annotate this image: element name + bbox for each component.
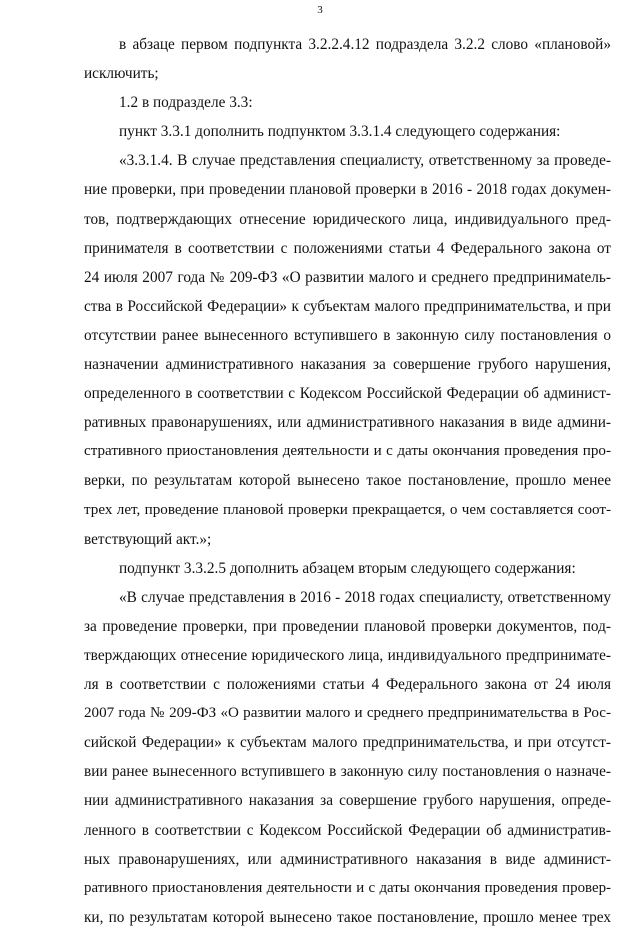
text-line: ние проверки, при проведении плановой проверки в 2016 - 2018 годах докумен- bbox=[84, 181, 611, 199]
text-line: ля в соответствии с положениями статьи 4 Федерального закона от 24 июля bbox=[84, 676, 611, 694]
text-line: верки, по результатам которой вынесено такое постановление, прошло менее bbox=[84, 472, 611, 490]
text-line: исключить; bbox=[84, 65, 159, 83]
text-line: трех лет, проведение плановой проверки прекращается, о чем составляется соот- bbox=[84, 501, 611, 518]
text-line: определенного в соответствии с Кодексом Российской Федерации об админист- bbox=[84, 385, 611, 403]
text-line: назначении административного наказания за совершение грубого нарушения, bbox=[84, 356, 611, 374]
text-line: ративных правонарушениях, или административного наказания в виде админи- bbox=[84, 414, 611, 432]
text-line: 1.2 в подразделе 3.3: bbox=[119, 94, 253, 112]
text-line: тов, подтверждающих отнесение юридического лица, индивидуального пред- bbox=[84, 210, 611, 228]
text-line: принимателя в соответствии с положениями статьи 4 Федерального закона от bbox=[84, 239, 611, 257]
text-line: ных правонарушениях, или административного наказания в виде админист- bbox=[84, 850, 611, 868]
text-line: «3.3.1.4. В случае представления специалисту, ответственному за проведе- bbox=[119, 152, 611, 170]
text-line: подпункт 3.3.2.5 дополнить абзацем вторым следующего содержания: bbox=[119, 559, 576, 577]
text-line: вии ранее вынесенного вступившего в законную силу постановления о назначе- bbox=[84, 763, 611, 781]
text-line: ства в Российской Федерации» к субъектам малого предпринимательства, и при bbox=[84, 297, 611, 315]
text-line: ветствующий акт.»; bbox=[84, 530, 212, 548]
text-line: за проведение проверки, при проведении плановой проверки документов, под- bbox=[84, 617, 611, 635]
text-line: пункт 3.3.1 дополнить подпунктом 3.3.1.4 следующего содержания: bbox=[119, 123, 561, 141]
text-line: 24 июля 2007 года № 209-ФЗ «О развитии малого и среднего предпринимatель- bbox=[84, 268, 611, 286]
text-line: ки, по результатам которой вынесено такое постановление, прошло менее трех bbox=[84, 908, 611, 926]
text-line: ленного в соответствии с Кодексом Российской Федерации об административ- bbox=[84, 821, 611, 839]
text-line: тверждающих отнесение юридического лица, индивидуального предпринимате- bbox=[84, 646, 611, 664]
text-line: «В случае представления в 2016 - 2018 годах специалисту, ответственному bbox=[119, 588, 611, 606]
text-line: ративного приостановления деятельности и с даты окончания проведения провер- bbox=[84, 879, 611, 896]
document-body bbox=[84, 30, 611, 932]
text-line: в абзаце первом подпункта 3.2.2.4.12 подраздела 3.2.2 слово «плановой» bbox=[119, 36, 611, 53]
text-line: отсутствии ранее вынесенного вступившего в законную силу постановления о bbox=[84, 326, 611, 344]
text-line: сийской Федерации» к субъектам малого предпринимательства, и при отсутст- bbox=[84, 734, 611, 752]
text-line: стративного приостановления деятельности и с даты окончания проведения про- bbox=[84, 443, 611, 460]
text-line: 2007 года № 209-ФЗ «О развитии малого и среднего предпринимательства в Рос- bbox=[84, 705, 611, 722]
page-number: 3 bbox=[317, 4, 323, 16]
text-line: нии административного наказания за совершение грубого нарушения, опреде- bbox=[84, 792, 611, 810]
